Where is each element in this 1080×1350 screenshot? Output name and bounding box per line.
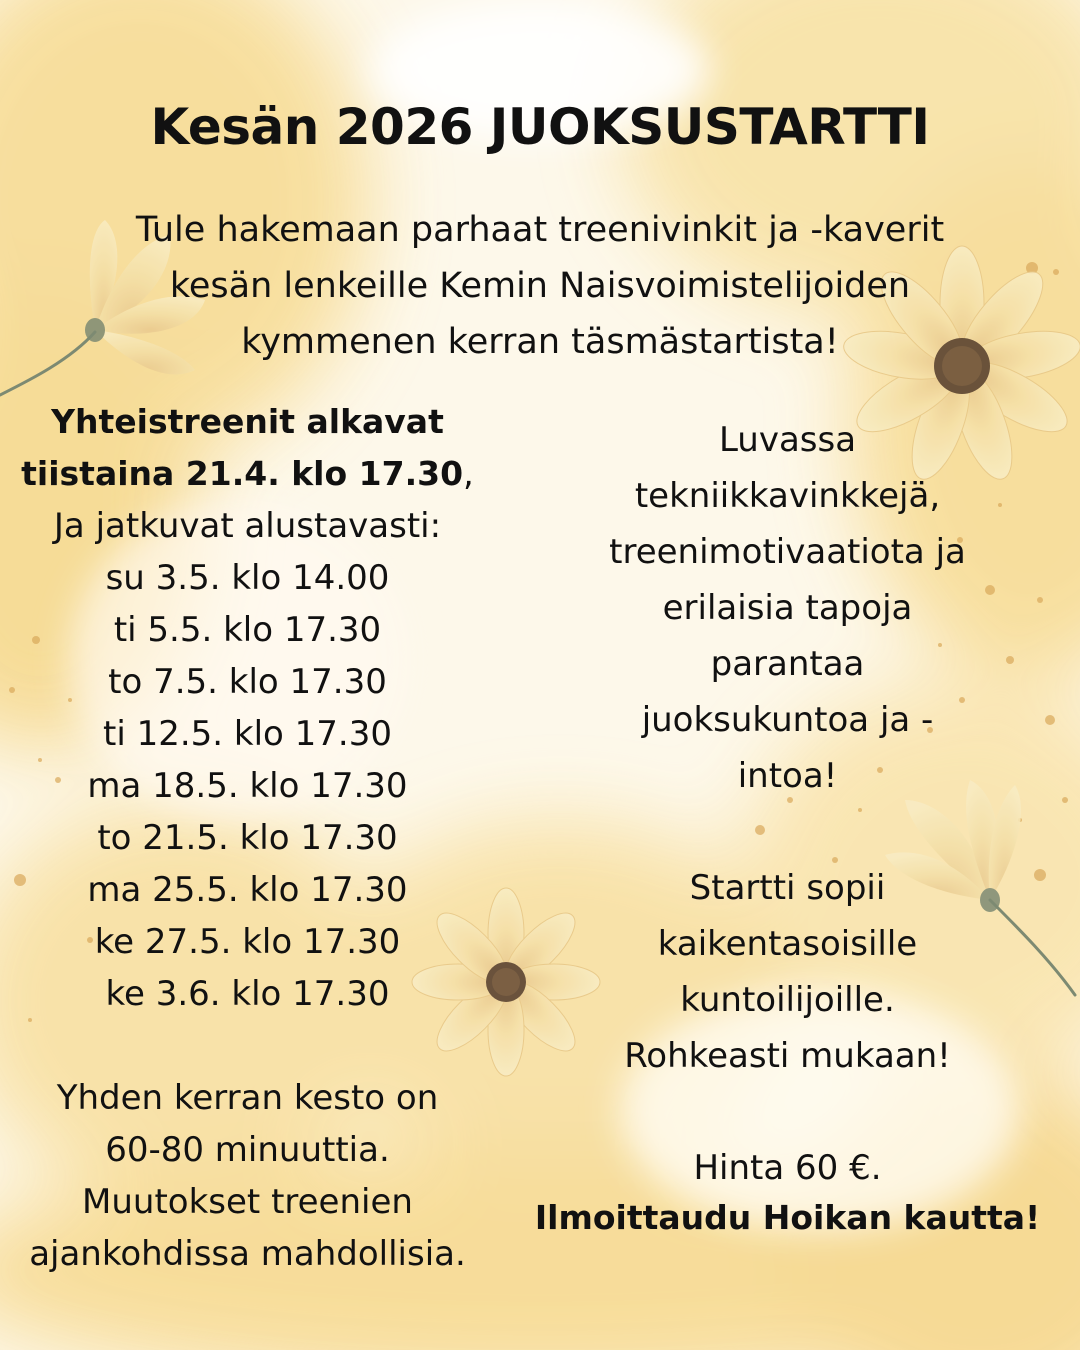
promise-line: erilaisia tapoja — [662, 588, 913, 628]
intro-line: kesän lenkeille Kemin Naisvoimistelijoiden — [169, 266, 911, 306]
spacer — [505, 1084, 1070, 1140]
start-date-line — [20, 448, 475, 500]
duration-line: ajankohdissa mahdollisia. — [29, 1234, 466, 1274]
spacer — [20, 1020, 475, 1072]
session-item: ma 25.5. klo 17.30 — [87, 870, 408, 910]
promise-line: treenimotivaatiota ja — [609, 532, 966, 572]
intro-line: kymmenen kerran täsmästartista! — [241, 322, 839, 362]
duration-line: Yhden kerran kesto on — [56, 1078, 439, 1118]
promise-line: juoksukuntoa ja - — [641, 700, 934, 740]
promise-line: Luvassa — [718, 420, 857, 460]
price: Hinta 60 €. — [693, 1148, 882, 1188]
page-title: Kesän 2026 JUOKSUSTARTTI — [150, 98, 930, 156]
audience-line: Startti sopii — [689, 868, 886, 908]
session-item: su 3.5. klo 14.00 — [105, 558, 390, 598]
start-heading: Yhteistreenit alkavat — [51, 402, 444, 441]
duration-line: Muutokset treenien — [82, 1182, 413, 1222]
signup-call: Ilmoittaudu Hoikan kautta! — [534, 1198, 1041, 1237]
info-column — [505, 412, 1070, 1240]
promise-line: intoa! — [737, 756, 838, 796]
spacer — [505, 804, 1070, 860]
session-item: ma 18.5. klo 17.30 — [87, 766, 408, 806]
audience-line: Rohkeasti mukaan! — [624, 1036, 951, 1076]
audience-line: kuntoilijoille. — [680, 980, 895, 1020]
promise-line: parantaa — [710, 644, 865, 684]
session-item: ke 27.5. klo 17.30 — [94, 922, 401, 962]
start-date: tiistaina 21.4. klo 17.30 — [21, 454, 464, 493]
session-item: ke 3.6. klo 17.30 — [105, 974, 390, 1014]
session-item: ti 12.5. klo 17.30 — [103, 714, 392, 754]
session-item: to 21.5. klo 17.30 — [97, 818, 398, 858]
session-item: ti 5.5. klo 17.30 — [113, 610, 382, 650]
session-item: to 7.5. klo 17.30 — [108, 662, 387, 702]
continue-line: Ja jatkuvat alustavasti: — [53, 506, 442, 546]
intro-text — [60, 202, 1020, 370]
intro-line: Tule hakemaan parhaat treenivinkit ja -kaverit — [135, 210, 945, 250]
session-list — [20, 552, 475, 1020]
duration-line: 60-80 minuuttia. — [105, 1130, 390, 1170]
start-date-comma: , — [463, 454, 474, 494]
schedule-column — [20, 396, 475, 1280]
promise-line: tekniikkavinkkejä, — [634, 476, 941, 516]
audience-line: kaikentasoisille — [657, 924, 918, 964]
